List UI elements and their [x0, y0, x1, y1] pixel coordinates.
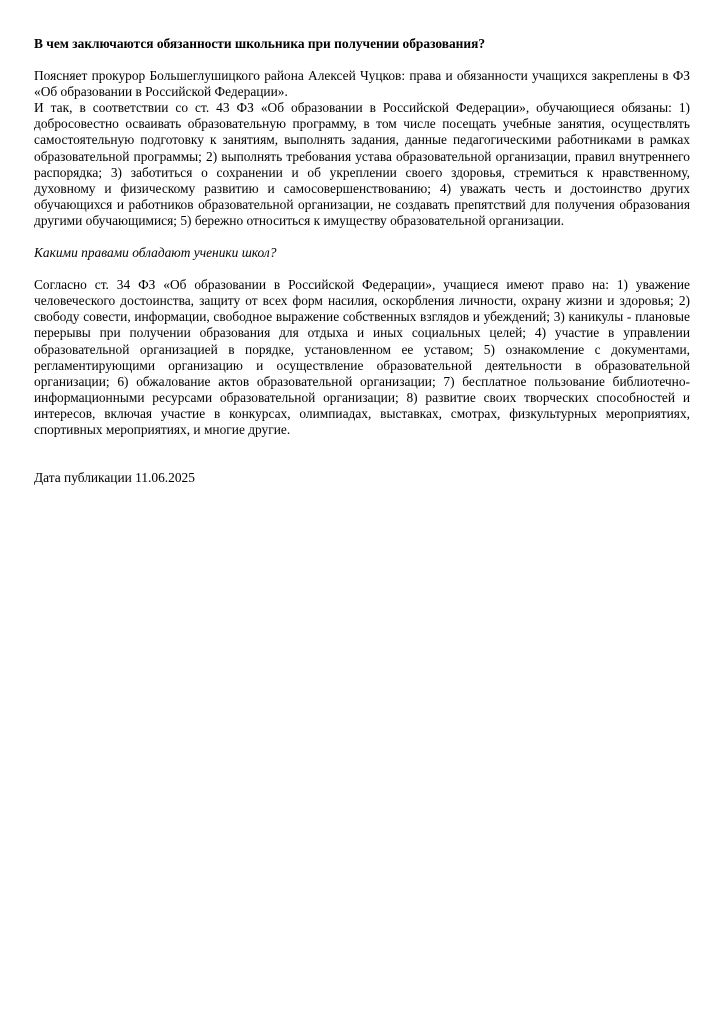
intro-paragraph: Поясняет прокурор Большеглушицкого района Алексей Чуцков: права и обязанности учащихся закреплены в ФЗ «Об образовании в Российской Федерации». — [34, 68, 690, 100]
rights-heading: Какими правами обладают ученики школ? — [34, 245, 277, 261]
document-page — [34, 36, 690, 486]
duties-paragraph: И так, в соответствии со ст. 43 ФЗ «Об образовании в Российской Федерации», обучающиеся обязаны: 1) добросовестно осваивать образовательную программу, в том числе посещать учебные занятия, осуществлять самостоятельную подготовку к занятиям, выполнять задания, данные педагогическими работниками в рамках образовательной программы; 2) выполнять требования устава образовательной организации, правил внутреннего распорядка; 3) заботиться о сохранении и об укреплении своего здоровья, стремиться к нравственному, духовному и физическому развитию и самосовершенствованию; 4) уважать честь и достоинство других обучающихся и работников образовательной организации, не создавать препятствий для получения образования другими обучающимися; 5) бережно относиться к имуществу образовательной организации. — [34, 100, 690, 228]
spacer — [34, 438, 690, 454]
spacer — [34, 261, 690, 277]
spacer — [34, 454, 690, 470]
spacer — [34, 229, 690, 245]
document-title: В чем заключаются обязанности школьника при получении образования? — [34, 36, 486, 51]
rights-paragraph: Согласно ст. 34 ФЗ «Об образовании в Российской Федерации», учащиеся имеют право на: 1) уважение человеческого достоинства, защиту от всех форм насилия, оскорбления личности, охрану жизни и здоровья; 2) свободу совести, информации, свободное выражение собственных взглядов и убеждений; 3) каникулы - плановые перерывы при получении образования для отдыха и иных социальных целей; 4) участие в управлении образовательной организацией в порядке, установленном ее уставом; 5) ознакомление с документами, регламентирующими организацию и осуществление образовательной деятельности в образовательной организации; 6) обжалование актов образовательной организации; 7) бесплатное пользование библиотечно-информационными ресурсами образовательной организации; 8) развитие своих творческих способностей и интересов, включая участие в конкурсах, олимпиадах, выставках, смотрах, физкультурных мероприятиях, спортивных мероприятиях, и многие другие. — [34, 277, 690, 437]
publication-date: Дата публикации 11.06.2025 — [34, 470, 195, 486]
